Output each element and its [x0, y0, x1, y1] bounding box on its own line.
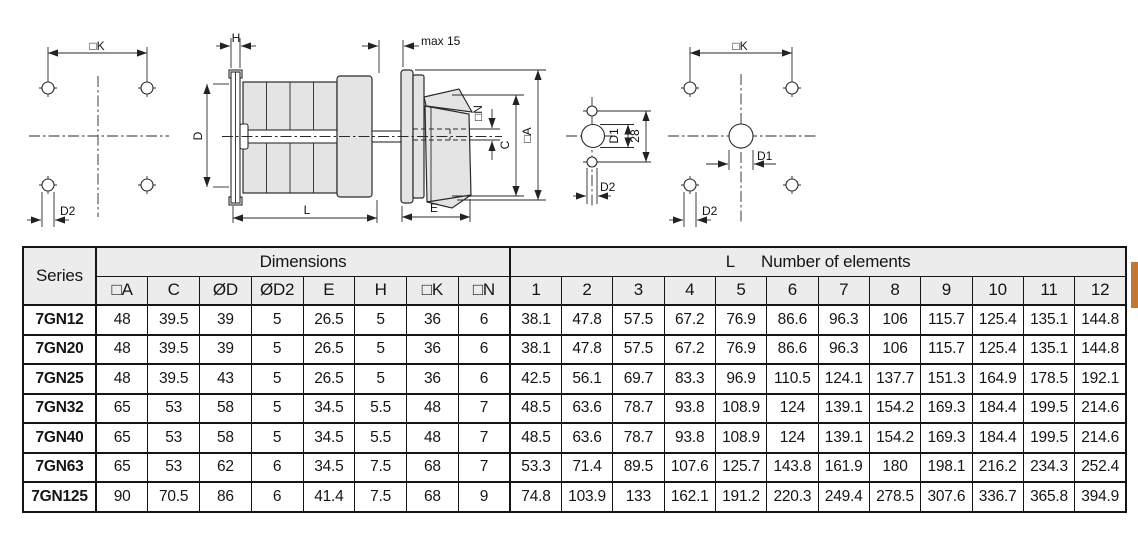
- dim-label-max15: max 15: [421, 34, 461, 48]
- dimension-value-cell: 48: [96, 364, 148, 394]
- series-cell: 7GN32: [23, 394, 96, 424]
- length-value-cell: 169.3: [921, 394, 972, 424]
- length-value-cell: 137.7: [869, 364, 920, 394]
- dimension-value-cell: 5: [251, 305, 303, 335]
- length-value-cell: 110.5: [767, 364, 818, 394]
- dim-column-header: E: [303, 276, 355, 305]
- element-count-column-header: 7: [818, 276, 869, 305]
- length-value-cell: 133: [613, 482, 664, 512]
- shaft-hole-detail-drawing: [566, 97, 651, 206]
- series-cell: 7GN40: [23, 423, 96, 453]
- dimension-spec-table: [22, 246, 1127, 513]
- dimension-value-cell: 68: [407, 482, 459, 512]
- element-count-column-header: 11: [1023, 276, 1074, 305]
- dimension-value-cell: 6: [458, 305, 510, 335]
- dimension-value-cell: 65: [96, 423, 148, 453]
- dimension-value-cell: 5: [251, 394, 303, 424]
- element-count-column-header: 8: [869, 276, 920, 305]
- element-count-column-header: 12: [1075, 276, 1127, 305]
- table-row: [23, 453, 1126, 483]
- mounting-pattern-front-drawing: [27, 39, 169, 227]
- length-value-cell: 199.5: [1023, 394, 1074, 424]
- length-value-cell: 249.4: [818, 482, 869, 512]
- series-column-header: Series: [23, 247, 96, 305]
- dimension-value-cell: 26.5: [303, 335, 355, 365]
- dimension-value-cell: 5: [355, 364, 407, 394]
- length-value-cell: 144.8: [1075, 305, 1127, 335]
- length-value-cell: 48.5: [510, 423, 561, 453]
- length-value-cell: 154.2: [869, 394, 920, 424]
- length-value-cell: 78.7: [613, 394, 664, 424]
- length-value-cell: 57.5: [613, 305, 664, 335]
- dimension-value-cell: 6: [458, 335, 510, 365]
- dimension-value-cell: 7: [458, 394, 510, 424]
- length-value-cell: 125.7: [715, 453, 766, 483]
- length-value-cell: 67.2: [664, 335, 715, 365]
- element-count-column-header: 2: [561, 276, 612, 305]
- technical-drawings: [0, 0, 1138, 242]
- dimension-value-cell: 5.5: [355, 423, 407, 453]
- length-value-cell: 161.9: [818, 453, 869, 483]
- series-cell: 7GN63: [23, 453, 96, 483]
- length-value-cell: 252.4: [1075, 453, 1127, 483]
- dimension-value-cell: 41.4: [303, 482, 355, 512]
- dimensions-group-header: Dimensions: [96, 247, 510, 276]
- length-value-cell: 139.1: [818, 394, 869, 424]
- length-value-cell: 336.7: [972, 482, 1023, 512]
- dim-label-k-left: □K: [89, 39, 105, 53]
- dim-label-l: L: [303, 203, 311, 217]
- length-value-cell: 63.6: [561, 394, 612, 424]
- length-value-cell: 53.3: [510, 453, 561, 483]
- table-row: [23, 305, 1126, 335]
- dimension-value-cell: 5: [355, 305, 407, 335]
- series-cell: 7GN12: [23, 305, 96, 335]
- length-value-cell: 278.5: [869, 482, 920, 512]
- dimension-value-cell: 7: [458, 423, 510, 453]
- length-value-cell: 96.9: [715, 364, 766, 394]
- length-value-cell: 93.8: [664, 394, 715, 424]
- length-value-cell: 69.7: [613, 364, 664, 394]
- dimension-value-cell: 34.5: [303, 423, 355, 453]
- dimension-value-cell: 68: [407, 453, 459, 483]
- page-edge-accent-tab: [1131, 262, 1138, 308]
- length-value-cell: 103.9: [561, 482, 612, 512]
- length-value-cell: 169.3: [921, 423, 972, 453]
- length-value-cell: 192.1: [1075, 364, 1127, 394]
- length-value-cell: 86.6: [767, 335, 818, 365]
- dimension-value-cell: 58: [200, 394, 252, 424]
- length-value-cell: 96.3: [818, 335, 869, 365]
- length-value-cell: 365.8: [1023, 482, 1074, 512]
- length-value-cell: 63.6: [561, 423, 612, 453]
- length-value-cell: 214.6: [1075, 423, 1127, 453]
- length-value-cell: 184.4: [972, 394, 1023, 424]
- length-value-cell: 144.8: [1075, 335, 1127, 365]
- element-count-column-header: 1: [510, 276, 561, 305]
- length-value-cell: 67.2: [664, 305, 715, 335]
- dimension-value-cell: 6: [251, 453, 303, 483]
- length-value-cell: 124: [767, 394, 818, 424]
- element-count-column-header: 4: [664, 276, 715, 305]
- length-value-cell: 57.5: [613, 335, 664, 365]
- length-value-cell: 76.9: [715, 335, 766, 365]
- dimension-value-cell: 86: [200, 482, 252, 512]
- dimension-value-cell: 70.5: [148, 482, 200, 512]
- dim-label-d1-right: D1: [757, 149, 773, 163]
- dimension-value-cell: 36: [407, 335, 459, 365]
- element-count-column-header: 6: [767, 276, 818, 305]
- dimension-value-cell: 39.5: [148, 335, 200, 365]
- length-value-cell: 214.6: [1075, 394, 1127, 424]
- length-value-cell: 48.5: [510, 394, 561, 424]
- dimension-value-cell: 65: [96, 453, 148, 483]
- dim-column-header: □K: [407, 276, 459, 305]
- dimension-value-cell: 7.5: [355, 482, 407, 512]
- length-value-cell: 86.6: [767, 305, 818, 335]
- length-value-cell: 164.9: [972, 364, 1023, 394]
- dim-column-header: ØD: [200, 276, 252, 305]
- length-value-cell: 234.3: [1023, 453, 1074, 483]
- dim-label-d2-right: D2: [702, 204, 718, 218]
- dimension-value-cell: 5: [251, 335, 303, 365]
- length-value-cell: 38.1: [510, 335, 561, 365]
- dimension-value-cell: 36: [407, 305, 459, 335]
- length-value-cell: 76.9: [715, 305, 766, 335]
- dimension-value-cell: 6: [251, 482, 303, 512]
- dimension-value-cell: 48: [407, 394, 459, 424]
- dimension-value-cell: 34.5: [303, 394, 355, 424]
- dim-label-n: □N: [471, 105, 485, 121]
- mounting-pattern-panel-drawing: [668, 39, 818, 227]
- dimension-value-cell: 43: [200, 364, 252, 394]
- length-value-cell: 139.1: [818, 423, 869, 453]
- length-value-cell: 178.5: [1023, 364, 1074, 394]
- dim-label-e: E: [429, 201, 439, 215]
- table-row: [23, 364, 1126, 394]
- dim-label-d2-left: D2: [60, 204, 76, 218]
- length-value-cell: 184.4: [972, 423, 1023, 453]
- length-value-cell: 96.3: [818, 305, 869, 335]
- table-row: [23, 335, 1126, 365]
- length-value-cell: 162.1: [664, 482, 715, 512]
- number-of-elements-label: Number of elements: [761, 251, 911, 271]
- length-value-cell: 143.8: [767, 453, 818, 483]
- length-value-cell: 108.9: [715, 423, 766, 453]
- dim-column-header: □A: [96, 276, 148, 305]
- length-value-cell: 106: [869, 335, 920, 365]
- length-value-cell: 74.8: [510, 482, 561, 512]
- length-value-cell: 106: [869, 305, 920, 335]
- dimension-value-cell: 5: [251, 364, 303, 394]
- length-value-cell: 124: [767, 423, 818, 453]
- length-value-cell: 115.7: [921, 335, 972, 365]
- dimension-value-cell: 7: [458, 453, 510, 483]
- dimension-value-cell: 7.5: [355, 453, 407, 483]
- dimension-value-cell: 48: [96, 305, 148, 335]
- dim-label-h: H: [231, 31, 241, 45]
- dimension-value-cell: 26.5: [303, 364, 355, 394]
- length-value-cell: 71.4: [561, 453, 612, 483]
- element-count-column-header: 5: [715, 276, 766, 305]
- dimension-value-cell: 34.5: [303, 453, 355, 483]
- dimension-value-cell: 39.5: [148, 364, 200, 394]
- series-cell: 7GN125: [23, 482, 96, 512]
- dim-column-header: H: [355, 276, 407, 305]
- dimension-value-cell: 62: [200, 453, 252, 483]
- length-value-cell: 135.1: [1023, 305, 1074, 335]
- dimension-value-cell: 26.5: [303, 305, 355, 335]
- dim-column-header: □N: [458, 276, 510, 305]
- dimension-value-cell: 48: [407, 423, 459, 453]
- dimension-value-cell: 39: [200, 305, 252, 335]
- dimension-value-cell: 53: [148, 423, 200, 453]
- length-value-cell: 89.5: [613, 453, 664, 483]
- dim-label-a: □A: [520, 127, 534, 143]
- table-row: [23, 423, 1126, 453]
- dimension-value-cell: 39.5: [148, 305, 200, 335]
- series-cell: 7GN20: [23, 335, 96, 365]
- length-value-cell: 124.1: [818, 364, 869, 394]
- dimension-value-cell: 6: [458, 364, 510, 394]
- dimension-value-cell: 5: [355, 335, 407, 365]
- table-row: [23, 394, 1126, 424]
- length-value-cell: 135.1: [1023, 335, 1074, 365]
- dim-label-d: D: [191, 131, 205, 141]
- length-value-cell: 191.2: [715, 482, 766, 512]
- length-value-cell: 56.1: [561, 364, 612, 394]
- dim-label-28: 28: [628, 129, 642, 143]
- l-label: L: [725, 251, 736, 271]
- length-value-cell: 78.7: [613, 423, 664, 453]
- dimension-value-cell: 58: [200, 423, 252, 453]
- dimension-value-cell: 53: [148, 394, 200, 424]
- length-value-cell: 125.4: [972, 305, 1023, 335]
- dimension-value-cell: 90: [96, 482, 148, 512]
- table-row: [23, 482, 1126, 512]
- dim-column-header: ØD2: [251, 276, 303, 305]
- element-count-column-header: 10: [972, 276, 1023, 305]
- length-value-cell: 107.6: [664, 453, 715, 483]
- dimension-value-cell: 36: [407, 364, 459, 394]
- element-count-column-header: 9: [921, 276, 972, 305]
- dim-column-header: C: [148, 276, 200, 305]
- length-value-cell: 199.5: [1023, 423, 1074, 453]
- length-value-cell: 151.3: [921, 364, 972, 394]
- length-value-cell: 216.2: [972, 453, 1023, 483]
- dim-label-k-right: □K: [732, 39, 748, 53]
- series-cell: 7GN25: [23, 364, 96, 394]
- dimension-value-cell: 53: [148, 453, 200, 483]
- elements-group-header: [510, 247, 1126, 276]
- length-value-cell: 198.1: [921, 453, 972, 483]
- length-value-cell: 220.3: [767, 482, 818, 512]
- length-value-cell: 307.6: [921, 482, 972, 512]
- length-value-cell: 47.8: [561, 335, 612, 365]
- length-value-cell: 93.8: [664, 423, 715, 453]
- length-value-cell: 125.4: [972, 335, 1023, 365]
- dimension-value-cell: 65: [96, 394, 148, 424]
- switch-side-view-drawing: [191, 31, 546, 223]
- dim-label-d1-detail: D1: [607, 128, 621, 144]
- dim-label-c: C: [498, 140, 512, 150]
- dim-label-d2-detail: D2: [600, 180, 616, 194]
- length-value-cell: 108.9: [715, 394, 766, 424]
- length-value-cell: 154.2: [869, 423, 920, 453]
- dimension-value-cell: 5.5: [355, 394, 407, 424]
- dimension-value-cell: 9: [458, 482, 510, 512]
- length-value-cell: 115.7: [921, 305, 972, 335]
- length-value-cell: 47.8: [561, 305, 612, 335]
- dimension-value-cell: 39: [200, 335, 252, 365]
- dimension-value-cell: 5: [251, 423, 303, 453]
- length-value-cell: 83.3: [664, 364, 715, 394]
- length-value-cell: 42.5: [510, 364, 561, 394]
- length-value-cell: 394.9: [1075, 482, 1127, 512]
- dimension-value-cell: 48: [96, 335, 148, 365]
- length-value-cell: 180: [869, 453, 920, 483]
- length-value-cell: 38.1: [510, 305, 561, 335]
- element-count-column-header: 3: [613, 276, 664, 305]
